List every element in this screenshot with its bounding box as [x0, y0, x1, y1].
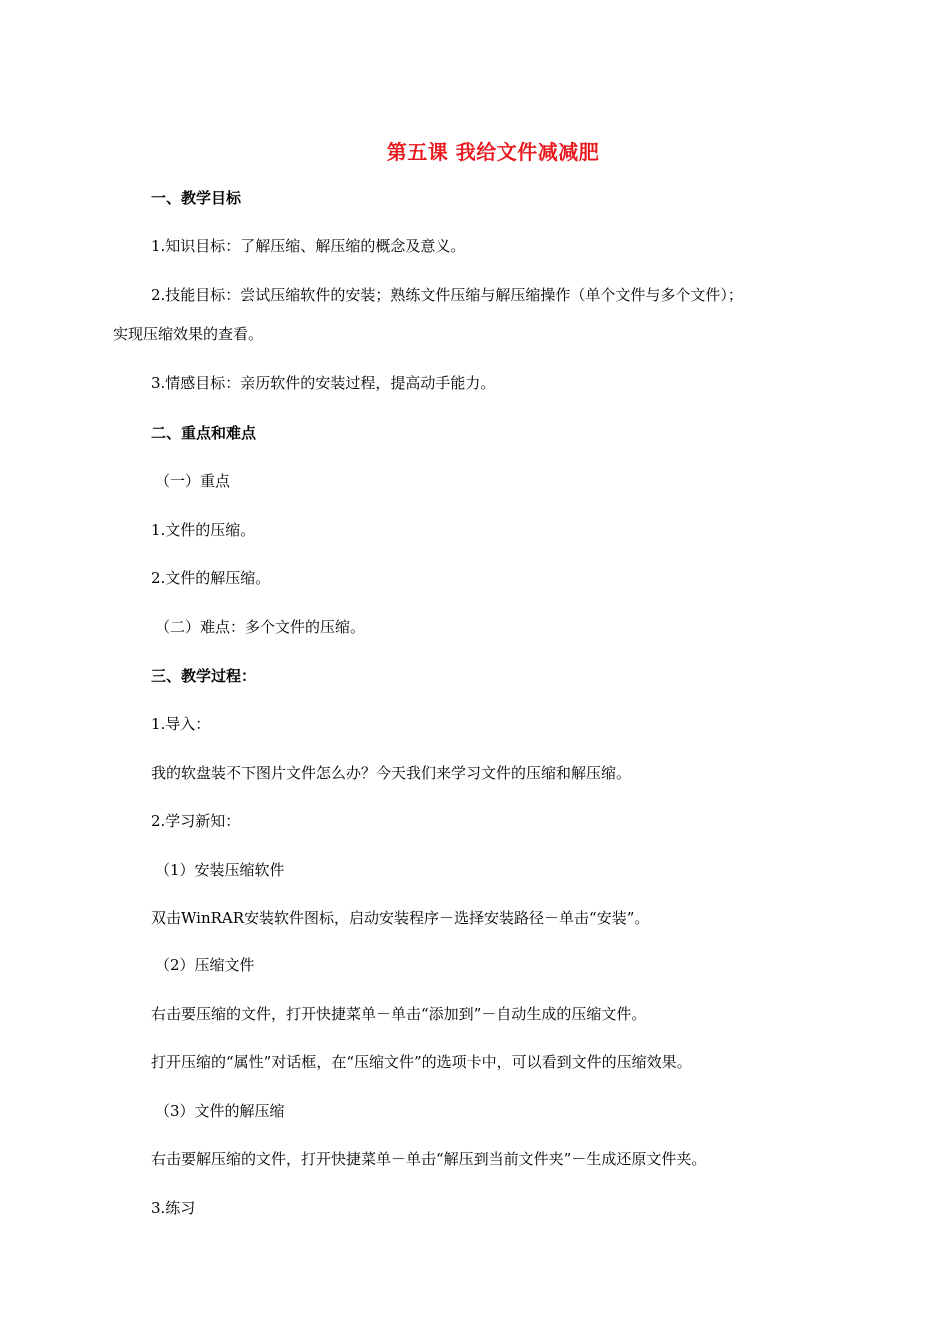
step-decompress-text: 右击要解压缩的文件，打开快捷菜单－单击“解压到当前文件夹”－生成还原文件夹。 [151, 1150, 707, 1168]
objective-skill-line2: 实现压缩效果的查看。 [113, 325, 264, 343]
step-install-heading: （1）安装压缩软件 [155, 861, 285, 879]
keypoint-item-1: 1.文件的压缩。 [151, 521, 256, 539]
section-heading-keypoints: 二、重点和难点 [151, 424, 257, 442]
keypoint-item-2: 2.文件的解压缩。 [151, 569, 271, 587]
step-compress-heading: （2）压缩文件 [155, 956, 255, 974]
objective-emotion: 3.情感目标：亲历软件的安装过程，提高动手能力。 [151, 374, 496, 392]
subheading-difficulty: （二）难点：多个文件的压缩。 [155, 618, 366, 636]
step-compress-text-1: 右击要压缩的文件，打开快捷菜单－单击“添加到”－自动生成的压缩文件。 [151, 1005, 647, 1023]
step-compress-text-2: 打开压缩的“属性”对话框，在“压缩文件”的选项卡中，可以看到文件的压缩效果。 [151, 1053, 692, 1071]
process-intro-text: 我的软盘装不下图片文件怎么办？今天我们来学习文件的压缩和解压缩。 [151, 764, 632, 782]
section-heading-objectives: 一、教学目标 [151, 189, 242, 207]
step-decompress-heading: （3）文件的解压缩 [155, 1102, 285, 1120]
process-learn-label: 2.学习新知： [151, 812, 241, 830]
objective-knowledge: 1.知识目标：了解压缩、解压缩的概念及意义。 [151, 237, 466, 255]
process-intro-label: 1.导入： [151, 715, 211, 733]
document-title: 第五课 我给文件减减肥 [386, 140, 600, 164]
section-heading-process: 三、教学过程： [151, 667, 257, 685]
process-practice-label: 3.练习 [151, 1199, 196, 1217]
step-install-text: 双击WinRAR安装软件图标，启动安装程序－选择安装路径－单击“安装”。 [151, 909, 650, 927]
objective-skill-line1: 2.技能目标：尝试压缩软件的安装；熟练文件压缩与解压缩操作（单个文件与多个文件）； [151, 286, 743, 304]
subheading-keypoint: （一）重点 [155, 472, 231, 490]
